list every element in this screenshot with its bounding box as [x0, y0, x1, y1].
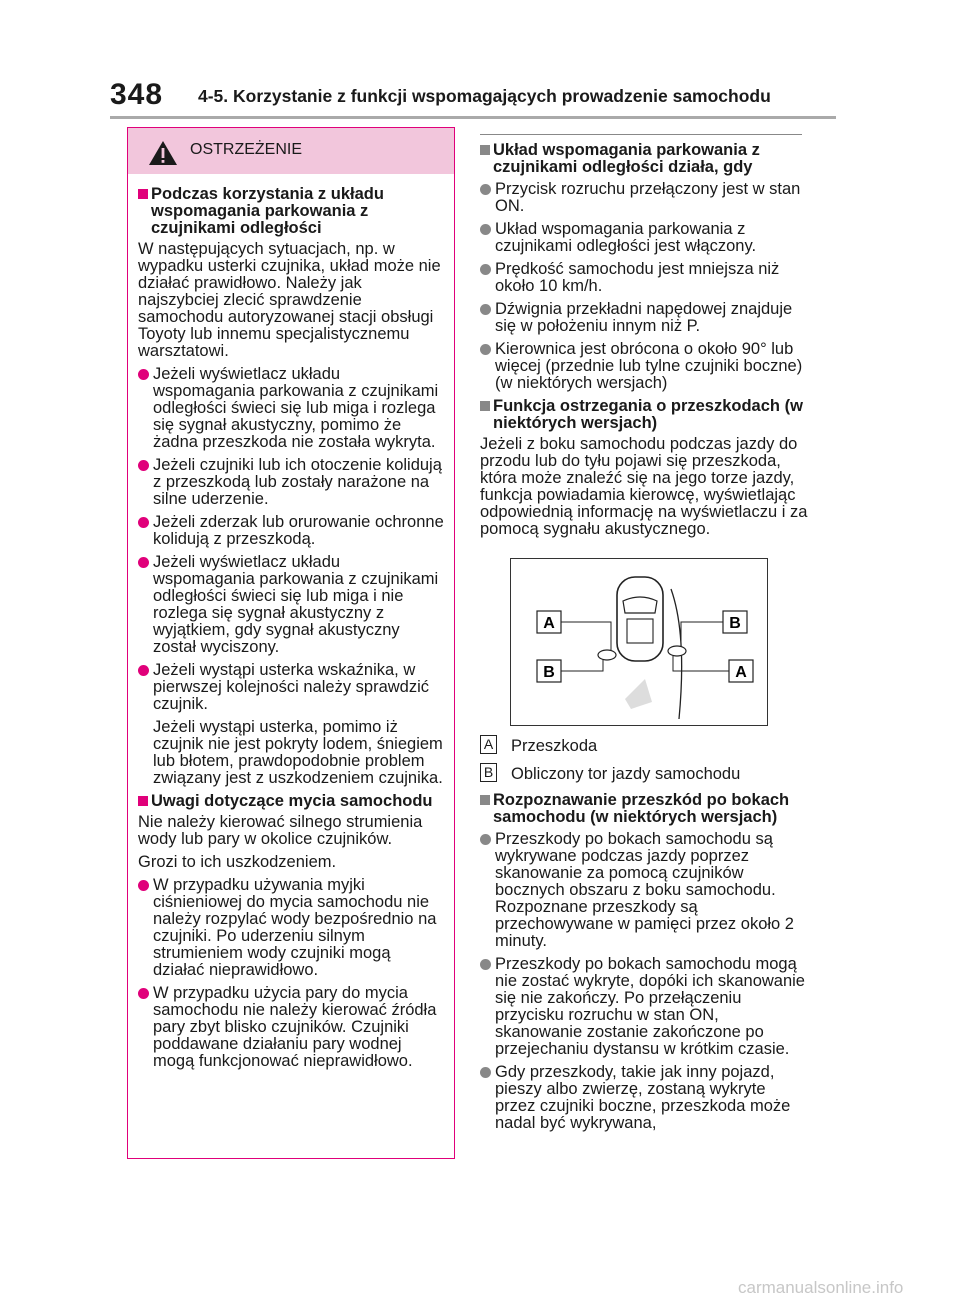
list-item [480, 181, 810, 215]
list-item-text: Prędkość samochodu jest mniejsza niż około 10 km/h. [495, 260, 780, 295]
list-item-continuation: Jeżeli wystąpi usterka, pomimo iż czujnik nie jest pokryty lodem, śniegiem lub błotem, prawdopodobnie problem związany jest z uszkodzeniem czujnika. [153, 718, 443, 787]
list-item-text: Przeszkody po bokach samochodu są wykrywane podczas jazdy poprzez skanowanie za pomocą czujników bocznych obszaru z boku samochodu. Rozpoznane przeszkody są przechowywane w pamięci przez około 2 minuty. [495, 830, 794, 950]
round-bullet-icon [138, 557, 149, 568]
section-heading-text: Rozpoznawanie przeszkód po bokach samochodu (w niektórych wersjach) [493, 791, 790, 826]
round-bullet-icon [480, 1067, 491, 1078]
section-heading [480, 398, 810, 432]
list-item [138, 457, 446, 508]
obstacle-figure [510, 558, 768, 726]
round-bullet-icon [480, 344, 491, 355]
car-icon [617, 577, 663, 661]
watermark: carmanualsonline.info [738, 1278, 904, 1297]
list-item-text: Jeżeli wyświetlacz układu wspomagania parkowania z czujnikami odległości świeci się lub miga i nie rozlega się sygnał akustyczny z wyjątkiem, gdy sygnał akustyczny został wyciszony. [153, 553, 439, 656]
round-bullet-icon [138, 369, 149, 380]
list-item-text: Kierownica jest obrócona o około 90° lub więcej (przednie lub tylne czujniki boczne) (w niektórych wersjach) [495, 340, 803, 392]
header-rule [110, 116, 836, 119]
list-item-text: Jeżeli czujniki lub ich otoczenie kolidują z przeszkodą lub zostały narażone na silne uderzenie. [153, 456, 442, 508]
list-item [138, 554, 446, 656]
label-a: A [543, 615, 555, 632]
round-bullet-icon [138, 988, 149, 999]
list-item-text: W przypadku używania myjki ciśnieniowej do mycia samochodu nie należy rozpylać wody bezpośrednio na czujniki. Po uderzeniu silnym strumieniem wody czujniki mogą działać nieprawidłowo. [153, 876, 437, 979]
list-item [480, 221, 810, 255]
right-column [480, 136, 810, 1138]
section-heading-text: Podczas korzystania z układu wspomagania parkowania z czujnikami odległości [151, 185, 384, 237]
legend-text: Przeszkoda [511, 737, 598, 755]
list-item [138, 514, 446, 548]
legend-item [480, 736, 810, 758]
list-item-text: Układ wspomagania parkowania z czujnikami odległości jest włączony. [495, 220, 757, 255]
section-heading [480, 142, 810, 176]
sensor-right-icon [668, 646, 686, 656]
round-bullet-icon [138, 460, 149, 471]
warning-header [128, 128, 454, 174]
legend-item [480, 764, 810, 786]
legend-text: Obliczony tor jazdy samochodu [511, 765, 741, 783]
paragraph: Grozi to ich uszkodzeniem. [138, 853, 337, 871]
round-bullet-icon [138, 665, 149, 676]
section-heading [480, 792, 810, 826]
round-bullet-icon [480, 224, 491, 235]
section-heading [138, 186, 446, 237]
direction-arrow-icon [625, 679, 652, 709]
round-bullet-icon [480, 264, 491, 275]
list-item [480, 341, 810, 392]
section-heading-text: Układ wspomagania parkowania z czujnikami odległości działa, gdy [493, 141, 760, 176]
legend-label-a: A [480, 735, 497, 754]
list-item [138, 662, 446, 713]
warning-triangle-icon [148, 140, 178, 166]
warning-body [128, 174, 454, 1070]
round-bullet-icon [138, 517, 149, 528]
list-item-text: Jeżeli wystąpi usterka wskaźnika, w pierwszej kolejności należy sprawdzić czujnik. [153, 661, 430, 713]
paragraph: W następujących sytuacjach, np. w wypadku usterki czujnika, układ może nie działać prawidłowo. Należy jak najszybciej zlecić sprawdzenie samochodu autoryzowanej stacji obsługi Toyoty lub innemu specjalistycznemu warsztatowi. [138, 240, 441, 360]
list-item [480, 956, 810, 1058]
list-item [480, 831, 810, 950]
car-obstacle-diagram [511, 559, 767, 725]
round-bullet-icon [138, 880, 149, 891]
round-bullet-icon [480, 184, 491, 195]
label-b: B [543, 664, 555, 681]
label-a: A [735, 664, 747, 681]
round-bullet-icon [480, 304, 491, 315]
list-item [480, 301, 810, 335]
square-bullet-icon [480, 401, 490, 411]
list-item-text: Gdy przeszkody, takie jak inny pojazd, pieszy albo zwierzę, zostaną wykryte przez czujniki boczne, przeszkoda może nadal być wykrywana, [495, 1063, 791, 1132]
square-bullet-icon [480, 795, 490, 805]
warning-title: OSTRZEŻENIE [190, 141, 303, 158]
label-b: B [729, 615, 741, 632]
square-bullet-icon [480, 145, 490, 155]
list-item-text: Przycisk rozruchu przełączony jest w stan ON. [495, 180, 801, 215]
list-item [138, 366, 446, 451]
round-bullet-icon [480, 834, 491, 845]
sensor-left-icon [598, 650, 616, 660]
page-number: 348 [110, 78, 164, 111]
warning-box [127, 127, 455, 1159]
list-item [138, 877, 446, 979]
paragraph: Jeżeli z boku samochodu podczas jazdy do przodu lub do tyłu pojawi się przeszkoda, która może znaleźć się na jego torze jazdy, funkcja powiadamia kierowcę, wyświetlając odpowiednią informację na wyświetlaczu i za pomocą sygnału akustycznego. [480, 435, 808, 538]
section-heading-text: Funkcja ostrzegania o przeszkodach (w niektórych wersjach) [493, 397, 803, 432]
chapter-title: 4-5. Korzystanie z funkcji wspomagających prowadzenie samochodu [198, 86, 771, 106]
list-item [138, 985, 446, 1070]
square-bullet-icon [138, 189, 148, 199]
legend-label-b: B [480, 763, 497, 782]
list-item-text: Dźwignia przekładni napędowej znajduje się w położeniu innym niż P. [495, 300, 793, 335]
round-bullet-icon [480, 959, 491, 970]
page-header [110, 78, 840, 118]
section-heading-text: Uwagi dotyczące mycia samochodu [151, 792, 433, 810]
list-item [480, 261, 810, 295]
list-item [480, 1064, 810, 1132]
column-rule [480, 134, 802, 135]
list-item-text: Jeżeli wyświetlacz układu wspomagania parkowania z czujnikami odległości świeci się lub miga i rozlega się sygnał akustyczny, pomimo że żadna przeszkoda nie została wykryta. [153, 365, 439, 451]
square-bullet-icon [138, 796, 148, 806]
paragraph: Nie należy kierować silnego strumienia wody lub pary w okolice czujników. [138, 813, 423, 848]
section-heading [138, 793, 446, 810]
list-item-text: Jeżeli zderzak lub orurowanie ochronne kolidują z przeszkodą. [153, 513, 444, 548]
list-item-text: W przypadku użycia pary do mycia samochodu nie należy kierować źródła pary zbyt blisko czujników. Czujniki poddawane działaniu pary wodnej mogą funkcjonować nieprawidłowo. [153, 984, 437, 1070]
list-item-text: Przeszkody po bokach samochodu mogą nie zostać wykryte, dopóki ich skanowanie się nie zakończy. Po przełączeniu przycisku rozruchu w stan ON, skanowanie zostanie zakończone po przejechaniu dystansu w krótkim czasie. [495, 955, 805, 1058]
